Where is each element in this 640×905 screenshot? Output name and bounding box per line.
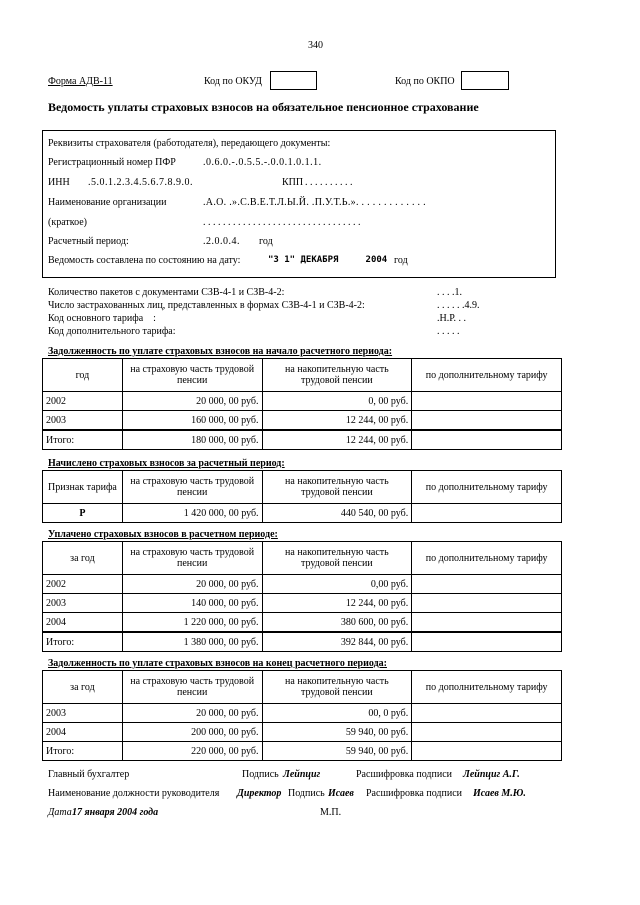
col-insurance: на страховую часть трудовой пенсии: [122, 542, 262, 575]
kpp-label: КПП: [282, 177, 304, 188]
section3-table: [42, 541, 562, 652]
org-value[interactable]: .А.О. .».С.В.Е.Т.Л.Ы.Й. .П.У.Т.Ь.». . . . . . . . . . . . .: [203, 197, 426, 208]
col-extra: по дополнительному тарифу: [412, 542, 562, 575]
packages-label: Количество пакетов с документами СЗВ-4-1 и СЗВ-4-2:: [48, 287, 285, 298]
signature2-label: Подпись: [288, 788, 325, 799]
pfr-value[interactable]: .0.6.0.-.0.5.5.-.0.0.1.0.1.1.: [203, 157, 322, 168]
col-year: год: [43, 359, 123, 392]
table-row: 2003 20 000, 00 руб. 00, 0 руб.: [43, 704, 562, 723]
extra-tariff-value[interactable]: . . . . .: [437, 326, 460, 337]
signature1: Лейпциг: [283, 769, 321, 780]
decode2-label: Расшифровка подписи: [366, 788, 462, 799]
table-row: 2003 160 000, 00 руб. 12 244, 00 руб.: [43, 411, 562, 431]
col-tariff: Признак тарифа: [43, 471, 123, 504]
col-funded: на накопительную часть трудовой пенсии: [262, 542, 412, 575]
document-title: Ведомость уплаты страховых взносов на обязательное пенсионное страхование: [48, 100, 479, 114]
table-row: 2004 200 000, 00 руб. 59 940, 00 руб.: [43, 723, 562, 742]
col-extra: по дополнительному тарифу: [412, 671, 562, 704]
table-header: [43, 359, 562, 392]
section1-table: [42, 358, 562, 450]
col-insurance: на страховую часть трудовой пенсии: [122, 359, 262, 392]
total-row: Итого: 1 380 000, 00 руб. 392 844, 00 руб.: [43, 632, 562, 652]
period-value[interactable]: .2.0.0.4.: [203, 236, 240, 247]
signature1-label: Подпись: [242, 769, 279, 780]
section2-table: [42, 470, 562, 523]
section4-title: Задолженность по уплате страховых взносов на конец расчетного периода:: [48, 658, 387, 669]
okud-label: Код по ОКУД: [204, 76, 262, 87]
head-position-label: Наименование должности руководителя: [48, 788, 220, 799]
total-row: Итого: 180 000, 00 руб. 12 244, 00 руб.: [43, 430, 562, 450]
details-intro: Реквизиты страхователя (работодателя), передающего документы:: [48, 138, 331, 149]
inn-value[interactable]: .5.0.1.2.3.4.5.6.7.8.9.0.: [88, 177, 193, 188]
col-funded: на накопительную часть трудовой пенсии: [262, 671, 412, 704]
table-row: 2004 1 220 000, 00 руб. 380 600, 00 руб.: [43, 613, 562, 633]
signature2: Исаев: [328, 788, 354, 799]
col-funded: на накопительную часть трудовой пенсии: [262, 471, 412, 504]
okpo-box[interactable]: [461, 71, 509, 90]
decode1: Лейпциг А.Г.: [463, 769, 520, 780]
table-row: 2002 20 000, 00 руб. 0,00 руб.: [43, 575, 562, 594]
table-row: 2002 20 000, 00 руб. 0, 00 руб.: [43, 392, 562, 411]
short-label: (краткое): [48, 217, 87, 228]
decode1-label: Расшифровка подписи: [356, 769, 452, 780]
insured-label: Число застрахованных лиц, представленных в формах СЗВ-4-1 и СЗВ-4-2:: [48, 300, 365, 311]
okpo-label: Код по ОКПО: [395, 76, 455, 87]
insured-value[interactable]: . . . . . .4.9.: [437, 300, 480, 311]
kpp-value[interactable]: . . . . . . . . . .: [305, 177, 353, 188]
form-code: Форма АДВ-11: [48, 76, 113, 87]
inn-label: ИНН: [48, 177, 70, 188]
stamp-label: М.П.: [320, 807, 342, 818]
chief-accountant-label: Главный бухгалтер: [48, 769, 130, 780]
date-label: Дата: [48, 807, 72, 818]
main-tariff-value[interactable]: .Н.Р. . .: [437, 313, 467, 324]
extra-tariff-label: Код дополнительного тарифа:: [48, 326, 176, 337]
col-year: за год: [43, 671, 123, 704]
period-label: Расчетный период:: [48, 236, 129, 247]
period-suffix: год: [259, 236, 273, 247]
pfr-label: Регистрационный номер ПФР: [48, 157, 176, 168]
date-value[interactable]: "3 1" ДЕКАБРЯ 2004: [268, 255, 388, 265]
col-insurance: на страховую часть трудовой пенсии: [122, 471, 262, 504]
date-label: Ведомость составлена по состоянию на дату:: [48, 255, 241, 266]
table-header: [43, 671, 562, 704]
date-suffix: год: [394, 255, 408, 266]
okud-box[interactable]: [270, 71, 317, 90]
org-label: Наименование организации: [48, 197, 167, 208]
col-extra: по дополнительному тарифу: [412, 359, 562, 392]
col-funded: на накопительную часть трудовой пенсии: [262, 359, 412, 392]
page-number: 340: [308, 40, 323, 51]
decode2: Исаев М.Ю.: [473, 788, 526, 799]
section2-title: Начислено страховых взносов за расчетный период:: [48, 458, 285, 469]
section1-title: Задолженность по уплате страховых взносов на начало расчетного периода:: [48, 346, 393, 357]
short-value[interactable]: . . . . . . . . . . . . . . . . . . . . . . . . . . . . . . . .: [203, 217, 361, 228]
col-insurance: на страховую часть трудовой пенсии: [122, 671, 262, 704]
packages-value[interactable]: . . . .1.: [437, 287, 462, 298]
col-year: за год: [43, 542, 123, 575]
head-position: Директор: [237, 788, 282, 799]
total-row: Итого: 220 000, 00 руб. 59 940, 00 руб.: [43, 742, 562, 761]
table-header: [43, 542, 562, 575]
table-header: [43, 471, 562, 504]
section3-title: Уплачено страховых взносов в расчетном периоде:: [48, 529, 278, 540]
col-extra: по дополнительному тарифу: [412, 471, 562, 504]
section4-table: [42, 670, 562, 761]
date-value: 17 января 2004 года: [72, 807, 159, 818]
table-row: 2003 140 000, 00 руб. 12 244, 00 руб.: [43, 594, 562, 613]
table-row: Р 1 420 000, 00 руб. 440 540, 00 руб.: [43, 504, 562, 523]
main-tariff-label: Код основного тарифа :: [48, 313, 156, 324]
